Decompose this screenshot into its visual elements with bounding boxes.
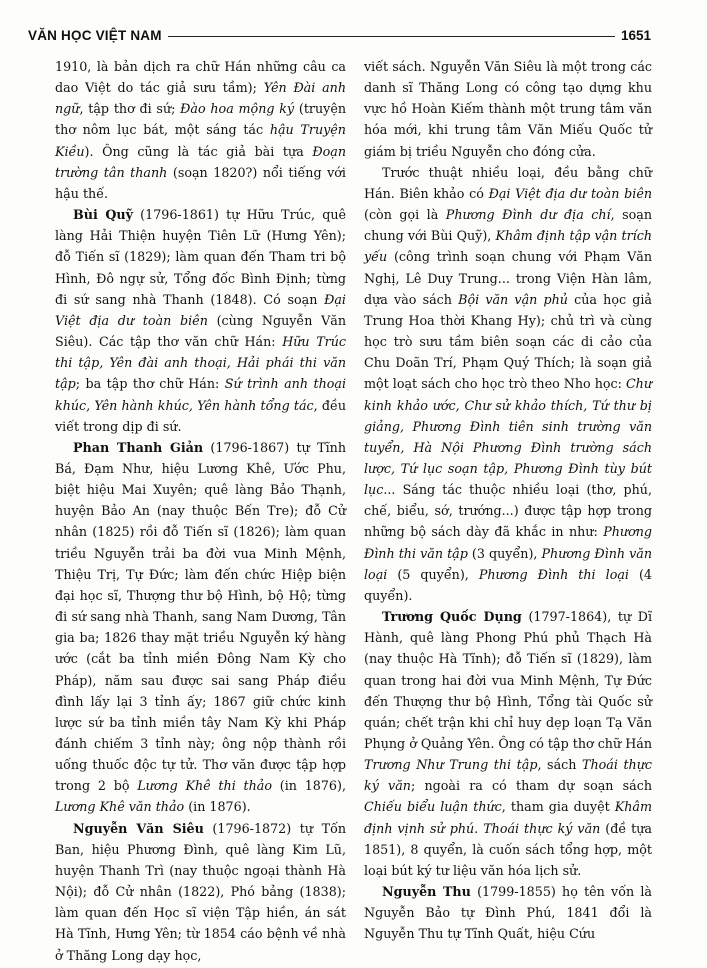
entry-name: Trương Quốc Dụng: [382, 609, 522, 625]
text-run: , tập thơ đi sứ;: [79, 101, 181, 117]
work-title: Thoái thực ký văn: [483, 820, 601, 836]
text-run: (1797-1864), tự Dĩ Hành, quê làng Phong Phú phủ Thạch Hà (nay thuộc Hà Tĩnh); đỗ Tiến sĩ (1829), làm quan trong hai đời vua Minh Mệnh, Tự Đức đến Thượng thư bộ Hình, Tổng tài Quốc sử quán; chết trận khi chỉ huy dẹp loạn Tạ Văn Phụng ở Quảng Yên. Ông có tập thơ chữ Hán: [364, 609, 652, 751]
text-run: (truyện thơ nôm lục bát, một sáng tác: [55, 101, 347, 138]
entry-name: Nguyễn Thu: [382, 884, 471, 900]
text-run: ). Ông cũng là tác giả bài tựa: [84, 143, 313, 159]
biography-entry: [364, 162, 652, 606]
work-title: Đào hoa mộng ký: [180, 101, 295, 117]
entry-name: Bùi Quỹ: [73, 207, 133, 223]
text-run: ... Sáng tác thuộc nhiều loại (thơ, phú, chế, biểu, sớ, trướng...) được tập hợp trong những bộ sách dày đã khắc in như:: [364, 482, 652, 540]
work-title: Trương Như Trung thi tập: [364, 757, 538, 773]
work-title: Khâm định vịnh sử phú: [364, 799, 652, 836]
work-title: Hữu Trúc thi tập, Yên đài anh thoại, Hải phái thi văn tập: [55, 334, 347, 392]
biography-entry: [364, 881, 652, 944]
text-run: (cùng Nguyễn Văn Siêu). Các tập thơ văn chữ Hán:: [55, 312, 347, 350]
page-number: 1651: [620, 27, 651, 43]
text-run: , soạn chung với Bùi Quỹ),: [364, 207, 653, 244]
biography-entry: [55, 437, 346, 818]
text-run: Trước thuật nhiều loại, đều bằng chữ Hán. Biên khảo có: [364, 164, 652, 201]
text-run: (1799-1855) họ tên vốn là Nguyễn Bảo tự Đình Phú, 1841 đổi là Nguyễn Thu tự Tĩnh Quất, hiệu Cứu: [364, 884, 652, 942]
work-title: Thoái thực ký văn: [364, 757, 652, 794]
text-run: , sách: [537, 757, 582, 773]
work-title: Phương Đình thi loại: [478, 566, 629, 582]
biography-entry: [55, 204, 346, 437]
continued-paragraph: [364, 56, 652, 162]
text-run: (1796-1861) tự Hữu Trúc, quê làng Hải Thiện huyện Tiên Lữ (Hưng Yên); đỗ Tiến sĩ (1829); làm quan đến Tham tri bộ Hình, Đô ngự sử, Tổng đốc Bình Định; từng đi sứ sang nhà Thanh (1848). Có soạn: [55, 207, 346, 307]
text-run: (in 1876).: [184, 799, 251, 815]
work-title: Bội văn vận phủ: [458, 291, 568, 307]
work-title: Khâm định tập vận trích yếu: [364, 228, 652, 265]
text-run: (1796-1867) tự Tĩnh Bá, Đạm Như, hiệu Lương Khê, Ước Phu, biệt hiệu Mai Xuyên; quê làng Bảo Thạnh, huyện Bảo An (nay thuộc Bến Tre); đỗ Cử nhân (1825) rồi đỗ Tiến sĩ (1826); làm quan triều Nguyễn trải ba đời vua Minh Mệnh, Thiệu Trị, Tự Đức; làm đến chức Hiệp biện đại học sĩ, Thượng thư bộ Hình, bộ Hộ; từng đi sứ sang nhà Thanh, sang Nam Dương, Tân gia ba; 1826 thay mặt triều Nguyễn ký hàng ước (cắt ba tỉnh miền Đông Nam Kỳ cho Pháp), năm sau được sai sang Pháp điều đình lấy lại 3 tỉnh ấy; 1867 giữ chức kinh lược sứ ba tỉnh miền tây Nam Kỳ khi Pháp đánh chiếm 3 tỉnh này; ông nộp thành rồi uống thuốc độc tự tử. Thơ văn được tập hợp trong 2 bộ: [55, 439, 346, 794]
biography-entry: [55, 818, 346, 966]
running-title: VĂN HỌC VIỆT NAM: [28, 27, 162, 43]
header-rule: [168, 36, 615, 37]
text-run: , đều viết trong dịp đi sứ.: [55, 397, 346, 434]
work-title: Lương Khê thi thảo: [137, 778, 272, 794]
work-title: Phương Đình thi văn tập: [364, 524, 652, 561]
text-run: (1796-1872) tự Tốn Ban, hiệu Phương Đình, quê làng Kim Lũ, huyện Thanh Trì (nay thuộc ngoại thành Hà Nội); đỗ Cử nhân (1822), Phó bảng (1838); làm quan đến Học sĩ viện Tập hiền, án sát Hà Tĩnh, Hưng Yên; từ 1854 cáo bệnh về nhà ở Thăng Long dạy học,: [55, 820, 347, 963]
text-run: của học giả Trung Hoa thời Khang Hy); chủ trì và cùng học trò sưu tầm biên soạn các di cảo của Chu Doãn Trí, Phạm Quý Thích; là soạn giả một loạt sách cho học trò theo Nho học:: [364, 291, 652, 392]
text-run: (5 quyển),: [387, 566, 479, 582]
work-title: Lương Khê văn thảo: [55, 799, 185, 815]
entry-name: Nguyễn Văn Siêu: [73, 820, 204, 836]
text-run: (còn gọi là: [364, 207, 446, 223]
left-column: [55, 56, 346, 966]
work-title: Yên Đài anh ngữ: [55, 80, 346, 117]
text-run: viết sách. Nguyễn Văn Siêu là một trong các danh sĩ Thăng Long có công tạo dựng khu vực hồ Hoàn Kiếm thành một trung tâm văn hóa mới, khi trung tâm Văn Miếu Quốc tử giám bị triều Nguyễn cho đóng cửa.: [364, 59, 652, 159]
text-run: (soạn 1820?) nổi tiếng với hậu thế.: [55, 164, 346, 201]
entry-name: Phan Thanh Giản: [73, 439, 204, 455]
right-column: [364, 56, 652, 945]
running-header: [28, 24, 651, 46]
work-title: hậu Truyện Kiều: [55, 122, 346, 159]
text-run: (đề tựa 1851), 8 quyển, là cuốn sách tổng hợp, một loại bút ký tư liệu văn hóa lịch sử.: [364, 820, 652, 878]
work-title: Sứ trình anh thoại khúc, Yên hành khúc, Yên hành tổng tác: [55, 376, 346, 413]
text-run: .: [474, 820, 484, 836]
work-title: Chư kinh khảo ước, Chư sử khảo thích, Tứ thư bị giảng, Phương Đình tiên sinh trường văn tuyển, Hà Nội Phương Đình trường sách lược, Tứ lục soạn tập, Phương Đình tùy bút lục: [364, 376, 652, 498]
work-title: Đại Việt địa dư toàn biên: [55, 291, 346, 328]
work-title: Chiếu biểu luận thức: [364, 799, 502, 815]
text-run: (3 quyển),: [467, 545, 542, 561]
text-run: (công trình soạn chung với Phạm Văn Nghị, Lê Duy Trung... trong Viện Hàn lâm, dựa vào sách: [364, 249, 652, 307]
work-title: Đoạn trường tân thanh: [55, 143, 346, 180]
continued-paragraph: [55, 56, 346, 204]
text-run: ; ngoài ra có tham dự soạn sách: [410, 778, 652, 794]
text-run: ; ba tập thơ chữ Hán:: [75, 376, 225, 392]
text-run: 1910, là bản dịch ra chữ Hán những câu ca dao Việt do tác giả sưu tầm);: [55, 59, 346, 96]
work-title: Đại Việt địa dư toàn biên: [488, 185, 652, 201]
work-title: Phương Đình văn loại: [364, 545, 653, 582]
biography-entry: [364, 606, 652, 881]
text-run: , tham gia duyệt: [501, 799, 615, 815]
work-title: Phương Đình dư địa chí: [445, 207, 611, 223]
text-run: (4 quyển).: [364, 566, 652, 603]
text-run: (in 1876),: [272, 778, 346, 794]
